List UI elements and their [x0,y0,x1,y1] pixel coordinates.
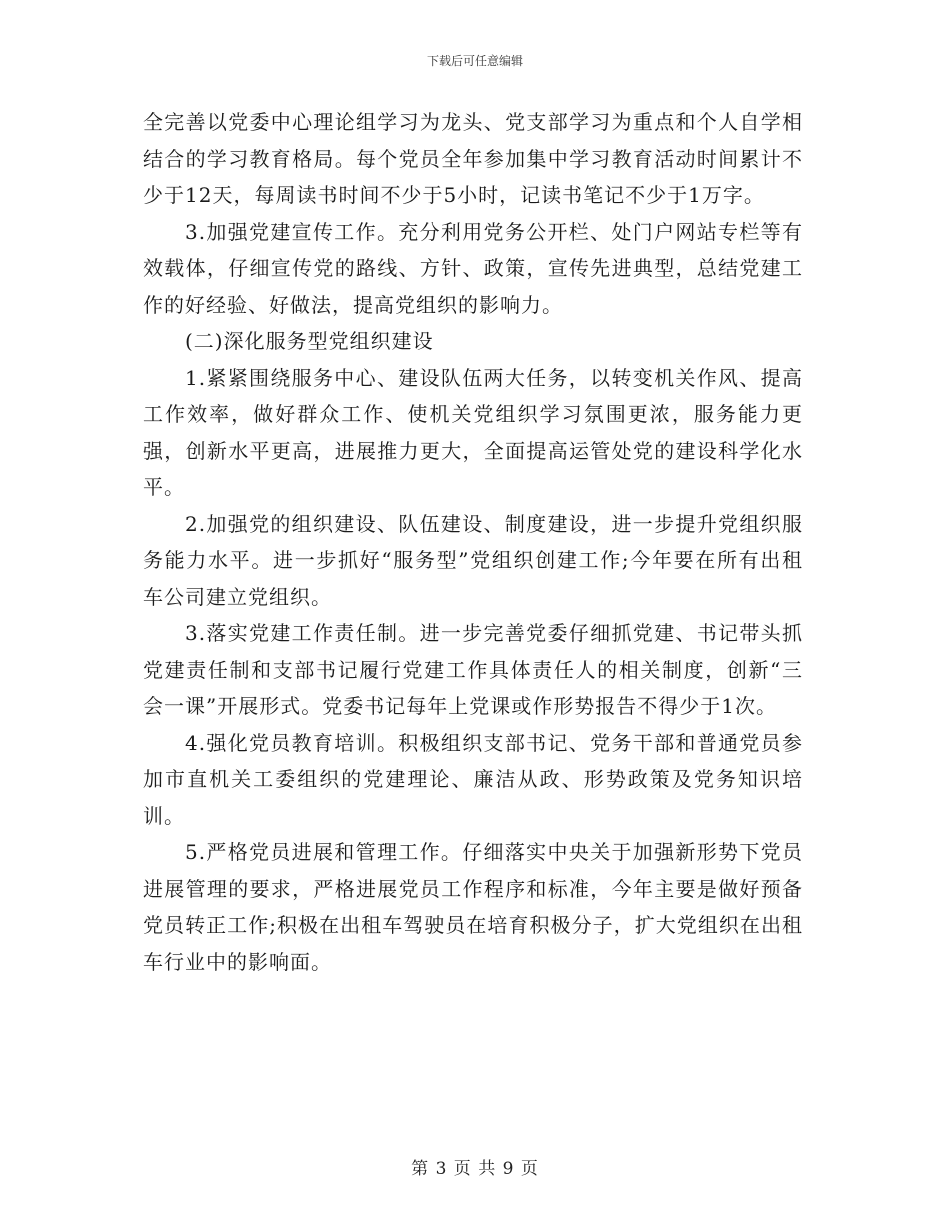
paragraph-item-1: 1.紧紧围绕服务中心、建设队伍两大任务，以转变机关作风、提高工作效率，做好群众工作、使机关党组织学习氛围更浓，服务能力更强，创新水平更高，进展推力更大，全面提高运管处党的建设科学化水平。 [143,365,803,499]
paragraph-item-5: 5.严格党员进展和管理工作。仔细落实中央关于加强新形势下党员进展管理的要求，严格进展党员工作程序和标准，今年主要是做好预备党员转正工作;积极在出租车驾驶员在培育积极分子，扩大党组织在出租车行业中的影响面。 [143,840,803,974]
section-heading-2: (二)深化服务型党组织建设 [185,329,434,353]
page-number: 第 3 页 共 9 页 [411,1159,539,1179]
paragraph-item-3: 3.落实党建工作责任制。进一步完善党委仔细抓党建、书记带头抓党建责任制和支部书记履行党建工作具体责任人的相关制度，创新“三会一课”开展形式。党委书记每年上党课或作形势报告不得少于1次。 [143,621,803,718]
header-note: 下载后可任意编辑 [426,54,523,68]
paragraph-item-3-propaganda: 3.加强党建宣传工作。充分利用党务公开栏、处门户网站专栏等有效载体，仔细宣传党的路线、方针、政策，宣传先进典型，总结党建工作的好经验、好做法，提高党组织的影响力。 [143,219,803,317]
paragraph-continuation: 全完善以党委中心理论组学习为龙头、党支部学习为重点和个人自学相结合的学习教育格局。每个党员全年参加集中学习教育活动时间累计不少于12天，每周读书时间不少于5小时，记读书笔记不少于1万字。 [143,110,803,207]
paragraph-item-4: 4.强化党员教育培训。积极组织支部书记、党务干部和普通党员参加市直机关工委组织的党建理论、廉洁从政、形势政策及党务知识培训。 [143,730,803,828]
document-body [143,104,803,980]
paragraph-item-2: 2.加强党的组织建设、队伍建设、制度建设，进一步提升党组织服务能力水平。进一步抓好“服务型”党组织创建工作;今年要在所有出租车公司建立党组织。 [143,511,803,609]
